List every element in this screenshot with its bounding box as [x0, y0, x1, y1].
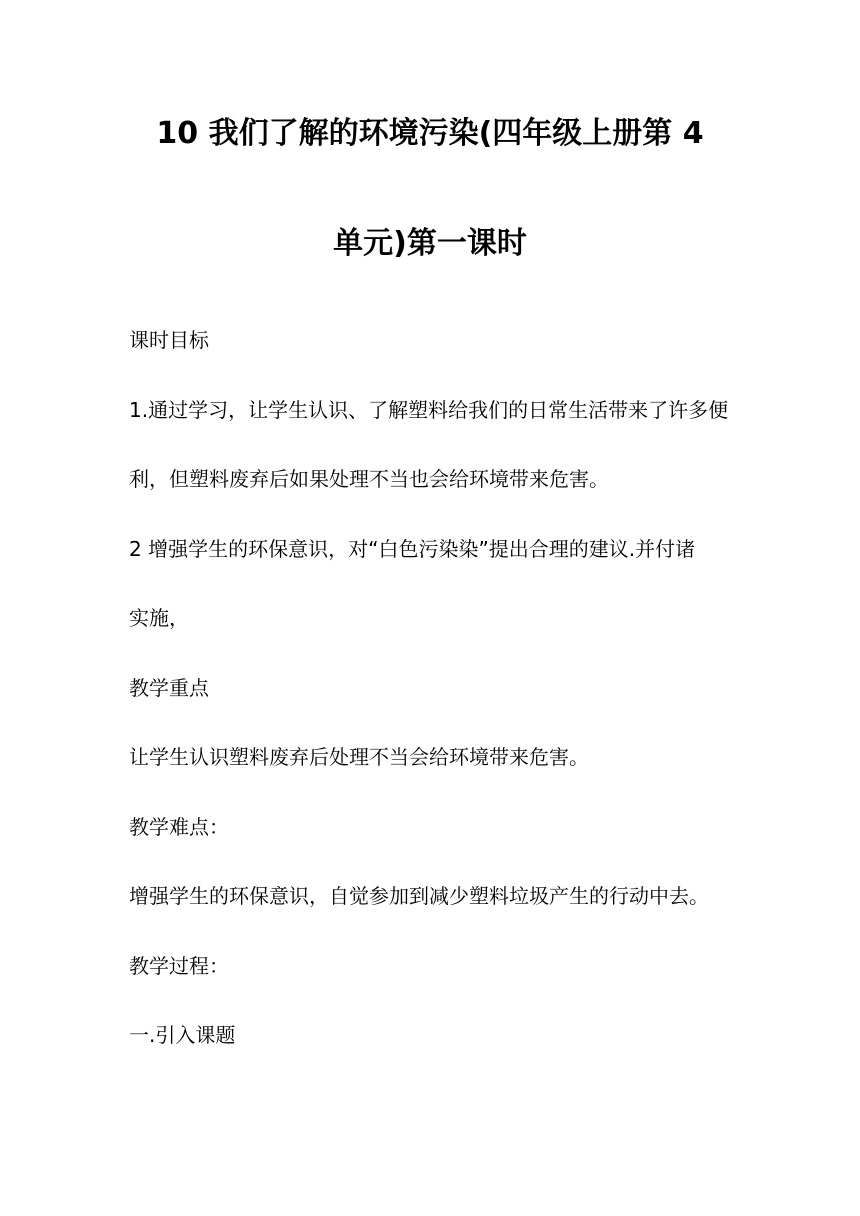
process-step-1-heading: 一.引入课题: [129, 1023, 236, 1047]
objective-2-line-1: 2 增强学生的环保意识，对“白色污染染”提出合理的建议.并付诸: [129, 537, 696, 561]
objective-2-line-2: 实施，: [129, 606, 189, 630]
heading-lesson-objectives: 课时目标: [129, 328, 209, 352]
objective-1-line-1: 1.通过学习，让学生认识、了解塑料给我们的日常生活带来了许多便: [129, 398, 729, 422]
teaching-focus-text: 让学生认识塑料废弃后处理不当会给环境带来危害。: [129, 745, 589, 769]
heading-teaching-focus: 教学重点: [129, 676, 209, 700]
teaching-difficulty-text: 增强学生的环保意识，自觉参加到减少塑料垃圾产生的行动中去。: [129, 884, 709, 908]
heading-teaching-difficulty: 教学难点：: [129, 815, 229, 839]
objective-1-line-2: 利，但塑料废弃后如果处理不当也会给环境带来危害。: [129, 467, 609, 491]
heading-teaching-process: 教学过程：: [129, 954, 229, 978]
document-title-line-2: 单元)第一课时: [333, 226, 527, 261]
document-title-line-1: 10 我们了解的环境污染(四年级上册第 4: [156, 116, 704, 151]
